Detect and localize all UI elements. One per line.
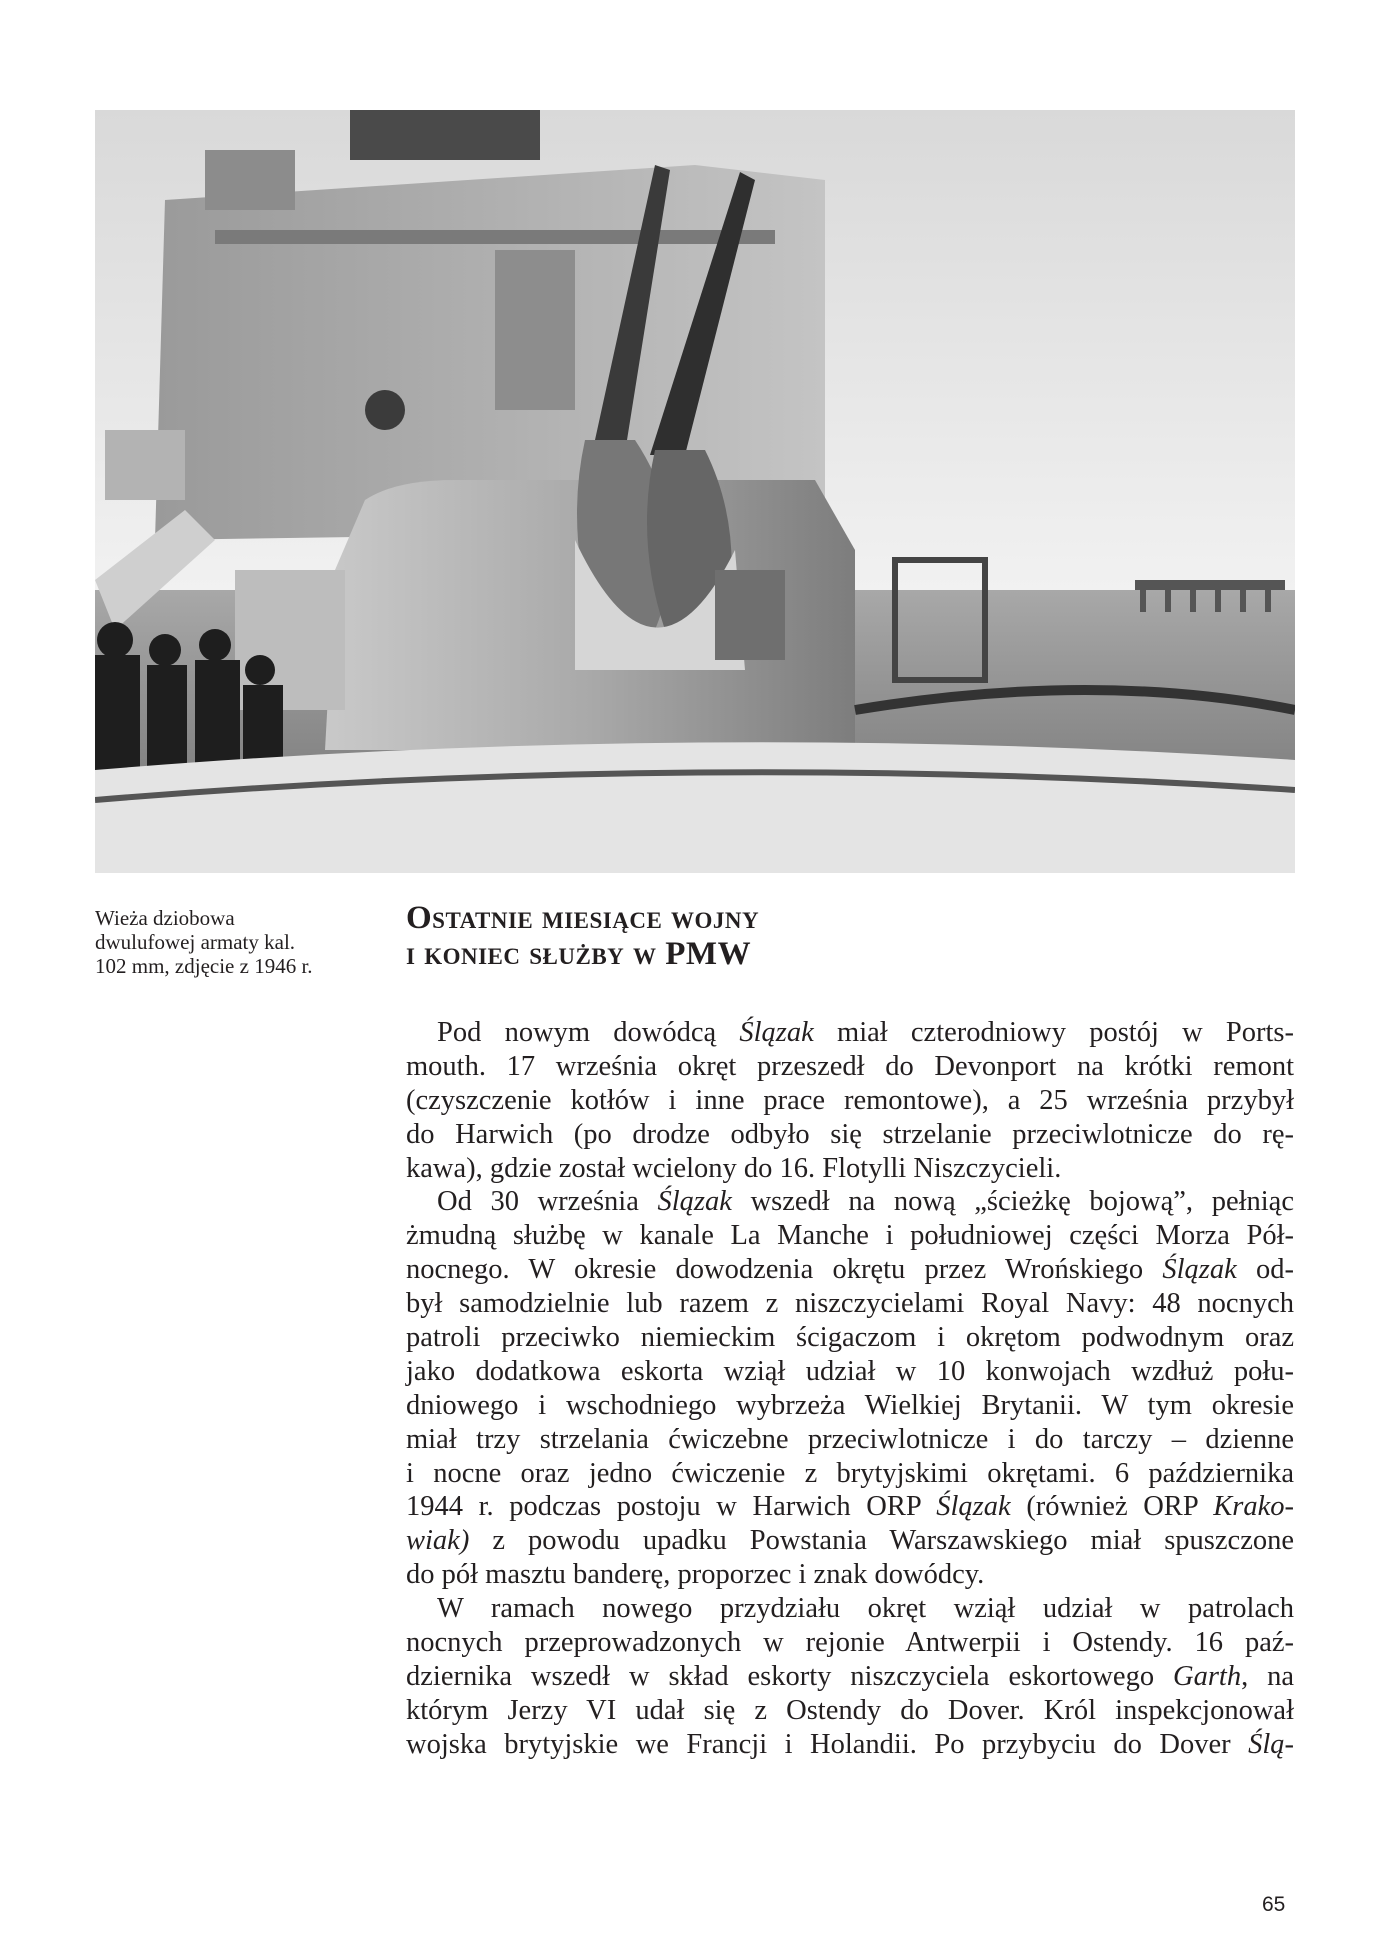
- body-line: Pod nowym dowódcą Ślązak miał czterodniowy postój w Ports-: [437, 1017, 1294, 1048]
- heading-line-2: i koniec służby w PMW: [406, 936, 752, 972]
- body-line: patroli przeciwko niemieckim ścigaczom i okrętom podwodnym oraz: [406, 1322, 1294, 1354]
- body-line: do Harwich (po drodze odbyło się strzelanie przeciwlotnicze do rę-: [406, 1118, 1294, 1150]
- body-line: był samodzielnie lub razem z niszczycielami Royal Navy: 48 nocnych: [406, 1288, 1294, 1320]
- naval-gun-turret-photo: [95, 110, 1295, 873]
- body-line: kawa), gdzie został wcielony do 16. Flotylli Niszczycieli.: [406, 1152, 1062, 1184]
- body-line: którym Jerzy VI udał się z Ostendy do Dover. Król inspekcjonował: [406, 1694, 1294, 1726]
- body-line: (czyszczenie kotłów i inne prace remontowe), a 25 września przybył: [406, 1084, 1294, 1116]
- turret-photo: [95, 110, 1295, 873]
- body-line: 1944 r. podczas postoju w Harwich ORP Ślązak (również ORP Krako-: [406, 1491, 1294, 1523]
- body-line: W ramach nowego przydziału okręt wziął udział w patrolach: [437, 1593, 1294, 1625]
- caption-line: Wieża dziobowa: [95, 906, 235, 930]
- body-line: Od 30 września Ślązak wszedł na nową „ścieżkę bojową”, pełniąc: [437, 1186, 1294, 1218]
- body-line: żmudną służbę w kanale La Manche i południowej części Morza Pół-: [406, 1220, 1294, 1252]
- body-line: i nocne oraz jedno ćwiczenie z brytyjskimi okrętami. 6 października: [406, 1457, 1294, 1489]
- body-line: miał trzy strzelania ćwiczebne przeciwlotnicze i do tarczy – dzienne: [406, 1423, 1294, 1455]
- body-line: dziernika wszedł w skład eskorty niszczyciela eskortowego Garth, na: [406, 1660, 1295, 1692]
- body-text: [406, 1016, 1294, 1762]
- body-line: wiak) z powodu upadku Powstania Warszawskiego miał spuszczone: [406, 1525, 1294, 1557]
- body-line: wojska brytyjskie we Francji i Holandii. Po przybyciu do Dover Ślą-: [406, 1728, 1294, 1760]
- body-line: dniowego i wschodniego wybrzeża Wielkiej Brytanii. W tym okresie: [406, 1389, 1294, 1421]
- caption-line: dwulufowej armaty kal.: [95, 930, 296, 954]
- section-heading: [406, 900, 1106, 972]
- photo-caption: [95, 906, 385, 978]
- body-line: jako dodatkowa eskorta wziął udział w 10 konwojach wzdłuż połu-: [406, 1355, 1294, 1387]
- caption-line: 102 mm, zdjęcie z 1946 r.: [95, 954, 313, 978]
- body-line: do pół masztu banderę, proporzec i znak dowódcy.: [406, 1559, 985, 1591]
- heading-line-1: Ostatnie miesiące wojny: [406, 900, 760, 936]
- body-line: nocnych przeprowadzonych w rejonie Antwerpii i Ostendy. 16 paź-: [406, 1627, 1294, 1659]
- body-line: nocnego. W okresie dowodzenia okrętu przez Wrońskiego Ślązak od-: [406, 1254, 1294, 1286]
- body-line: mouth. 17 września okręt przeszedł do Devonport na krótki remont: [406, 1050, 1294, 1082]
- page-number: 65: [1262, 1893, 1286, 1916]
